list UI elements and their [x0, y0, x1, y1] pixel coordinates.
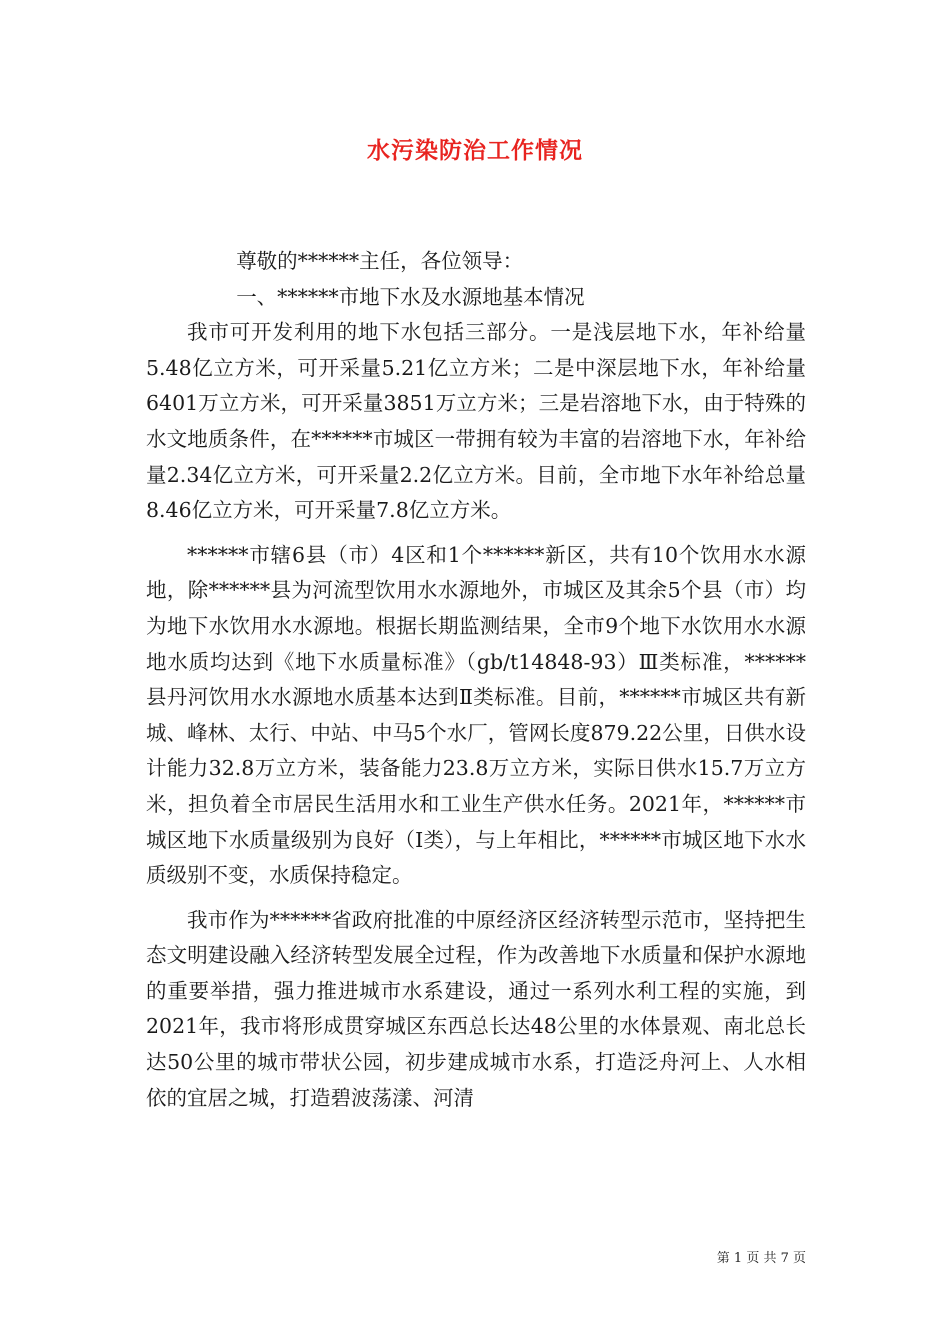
body-paragraph: 我市可开发利用的地下水包括三部分。一是浅层地下水，年补给量5.48亿立方米，可开采量5.21亿立方米；二是中深层地下水，年补给量6401万立方米，可开采量3851万立方米；三是岩溶地下水，由于特殊的水文地质条件，在******市城区一带拥有较为丰富的岩溶地下水，年补给量2.34亿立方米，可开采量2.2亿立方米。目前，全市地下水年补给总量8.46亿立方米，可开采量7.8亿立方米。 [146, 320, 806, 523]
page-footer: 第 1 页 共 7 页 [716, 1251, 806, 1266]
document-title: 水污染防治工作情况 [367, 137, 583, 164]
section-heading: 一、******市地下水及水源地基本情况 [236, 284, 585, 309]
document-body [146, 244, 806, 1116]
body-paragraph: ******市辖6县（市）4区和1个******新区，共有10个饮用水水源地，除******县为河流型饮用水水源地外，市城区及其余5个县（市）均为地下水饮用水水源地。根据长期监测结果，全市9个地下水饮用水水源地水质均达到《地下水质量标准》（gb/t14848-93）Ⅲ类标准，******县丹河饮用水水源地水质基本达到Ⅱ类标准。目前，******市城区共有新城、峰林、太行、中站、中马5个水厂，管网长度879.22公里，日供水设计能力32.8万立方米，装备能力23.8万立方米，实际日供水15.7万立方米，担负着全市居民生活用水和工业生产供水任务。2021年，******市城区地下水质量级别为良好（Ⅰ类），与上年相比，******市城区地下水水质级别不变，水质保持稳定。 [146, 542, 806, 888]
body-paragraph: 我市作为******省政府批准的中原经济区经济转型示范市，坚持把生态文明建设融入经济转型发展全过程，作为改善地下水质量和保护水源地的重要举措，强力推进城市水系建设，通过一系列水利工程的实施，到2021年，我市将形成贯穿城区东西总长达48公里的水体景观、南北总长达50公里的城市带状公园，初步建成城市水系，打造泛舟河上、人水相依的宜居之城，打造碧波荡漾、河清 [146, 907, 806, 1110]
salutation: 尊敬的******主任，各位领导： [236, 249, 524, 273]
